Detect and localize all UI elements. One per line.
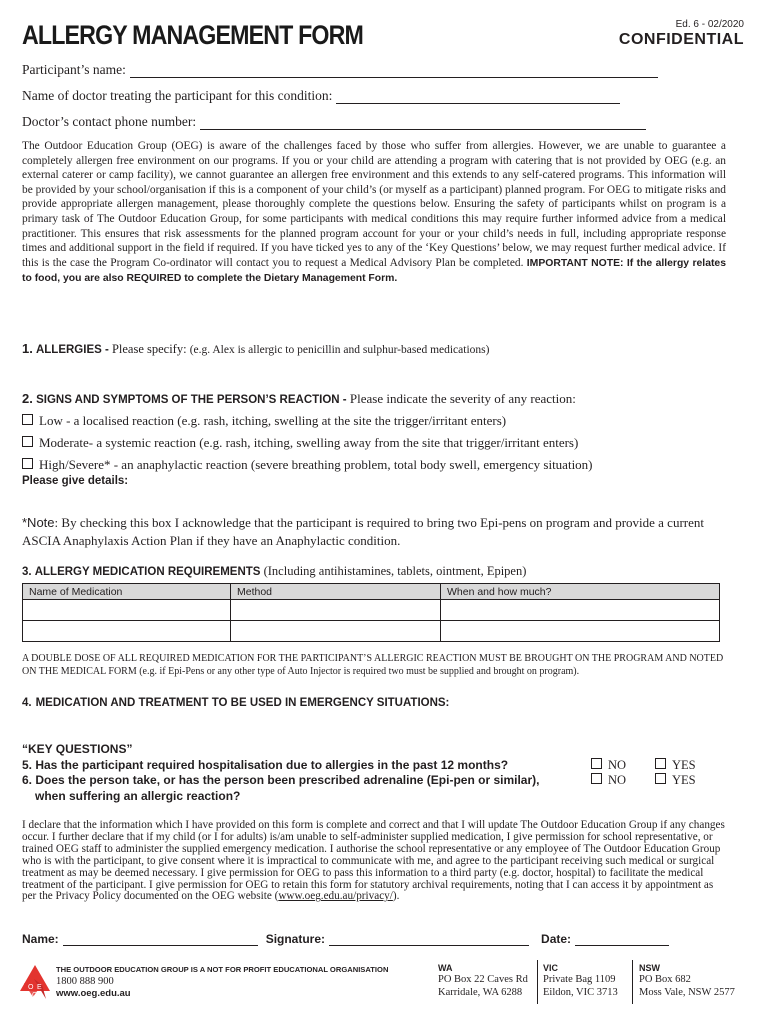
allergies-input[interactable]: [22, 360, 726, 388]
svg-text:E: E: [37, 984, 42, 991]
section1-heading: ALLERGIES -: [35, 344, 109, 356]
key-questions-title: “KEY QUESTIONS”: [22, 742, 133, 756]
name-label: Name:: [22, 932, 59, 946]
privacy-link[interactable]: www.oeg.edu.au/privacy/: [278, 890, 393, 903]
section-emergency: [22, 693, 449, 711]
doctor-name-label: Name of doctor treating the participant for this condition:: [22, 88, 333, 103]
medication-table: [22, 583, 720, 642]
date-field[interactable]: [575, 931, 669, 946]
section4-heading: MEDICATION AND TREATMENT TO BE USED IN EMERGENCY SITUATIONS:: [35, 697, 450, 709]
table-header-row: [23, 584, 720, 600]
doctor-phone-label: Doctor’s contact phone number:: [22, 114, 197, 129]
epipen-note: [22, 514, 726, 550]
section-signs-symptoms: [22, 391, 576, 407]
participant-name-label: Participant’s name:: [22, 62, 126, 77]
wa-line2: Karridale, WA 6288: [438, 987, 523, 998]
checkbox-q6-yes[interactable]: [655, 773, 666, 784]
footer-wa: [438, 963, 528, 999]
participant-name-row: [22, 62, 658, 78]
nsw-line1: PO Box 682: [639, 974, 691, 985]
section4-number: 4.: [22, 697, 32, 709]
intro-text: The Outdoor Education Group (OEG) is aware of the challenges faced by those who suffer from allergies. However, we are unable to guarantee a completely allergen free environment on our programs. If you or your child are attending a program with catering that is not provided by OEG (e.g. an external caterer or camp facility), we cannot guarantee an allergen free environment and this extends to any self-catered programs. This information will be provided by your school/organisation if this is a component of your child’s (or myself as a participant) planned program. For OEG to mitigate risks and provide appropriate allergen management, please thoroughly complete the questions below. Ensuring the safety of participants whilst on program is a primary task of The Outdoor Education Group, for some participants with medical conditions this may require further informed advice from a medical practitioner. This ensures that risk assessments for the planned program account for your or your child’s needs in full, including appropriate response times and additional support in the field if required. If you have ticked yes to any of the ‘Key Questions’ below, we may request further medical advice. If this is the case the Program Co-ordinator will contact you to request a Medical Advisory Plan be completed.: [22, 140, 726, 269]
checkbox-q6-no[interactable]: [591, 773, 602, 784]
declaration-text: I declare that the information which I have provided on this form is complete and correct and that I will update The Outdoor Education Group if any changes occur. I further declare that if my child (or I for adults) is/am unable to self-administer supplied medication, I give permission for school representative, or trained OEG staff to administer the supplied emergency medication. I authorise the school representative or any employee of The Outdoor Education Group who is with the participant, to give consent where it is impractical to communicate with me, and agree to the participant receiving such medical or surgical treatment as may be deemed necessary. I give permission for OEG to pass this information to a third party (e.g. doctor, hospital) to facilitate the medical treatment of the participant. I give permission for OEG to retain this form for statutory archival requirements, noting that I can access it by appointment as per the Privacy Policy documented on the OEG website (: [22, 819, 725, 903]
section3-heading: ALLERGY MEDICATION REQUIREMENTS: [34, 566, 261, 578]
doctor-phone-field[interactable]: [200, 115, 646, 130]
q5-no-option[interactable]: [591, 758, 626, 773]
name-field[interactable]: [63, 931, 258, 946]
section3-number: 3.: [22, 566, 32, 578]
severity-option-high[interactable]: [22, 457, 593, 473]
oeg-logo: [20, 965, 50, 999]
method-cell[interactable]: [231, 600, 441, 621]
severity-option-low[interactable]: [22, 413, 506, 429]
no-label: NO: [608, 758, 627, 772]
footer-nsw: [639, 963, 735, 999]
doctor-name-field[interactable]: [336, 89, 620, 104]
note-label: *Note: [22, 515, 55, 530]
no-label: NO: [608, 773, 627, 787]
checkbox-q5-no[interactable]: [591, 758, 602, 769]
signature-label: Signature:: [265, 932, 326, 946]
q6-no-option[interactable]: [591, 773, 626, 788]
intro-paragraph: [22, 139, 726, 287]
details-input[interactable]: [22, 491, 726, 513]
note-text: : By checking this box I acknowledge that the participant is required to bring two Epi-pens on program and provide a current ASCIA Anaphylaxis Action Plan if they have an Anaphylactic condition.: [22, 515, 704, 548]
date-label: Date:: [541, 932, 572, 946]
section1-number: 1.: [22, 341, 33, 356]
q5-yes-option[interactable]: [655, 758, 696, 773]
section2-number: 2.: [22, 391, 33, 406]
doctor-phone-row: [22, 114, 646, 130]
yes-label: YES: [672, 758, 696, 772]
question-6-cont: when suffering an allergic reaction?: [35, 789, 241, 803]
table-row: [23, 621, 720, 642]
section-allergies: [22, 341, 489, 357]
option-high-label: High/Severe* - an anaphylactic reaction (severe breathing problem, total body swell, emergency situation): [39, 457, 593, 472]
svg-text:G: G: [32, 992, 38, 999]
vic-line1: Private Bag 1109: [543, 974, 616, 985]
section2-heading: SIGNS AND SYMPTOMS OF THE PERSON’S REACTION -: [36, 394, 347, 406]
q6-yes-option[interactable]: [655, 773, 696, 788]
dose-cell[interactable]: [441, 600, 720, 621]
option-low-label: Low - a localised reaction (e.g. rash, itching, swelling at the site the trigger/irritant enters): [39, 413, 507, 428]
confidential-label: CONFIDENTIAL: [618, 31, 744, 48]
participant-name-field[interactable]: [130, 63, 658, 78]
footer-phone: 1800 888 900: [56, 976, 114, 987]
footer-vic: [543, 963, 618, 999]
details-label: Please give details:: [22, 475, 129, 487]
footer-org: THE OUTDOOR EDUCATION GROUP IS A NOT FOR PROFIT EDUCATIONAL ORGANISATION: [56, 965, 389, 974]
nsw-heading: NSW: [639, 963, 660, 973]
section1-example: (e.g. Alex is allergic to penicillin and sulphur-based medications): [189, 344, 490, 356]
vic-heading: VIC: [543, 963, 559, 973]
form-title: ALLERGY MANAGEMENT FORM: [22, 20, 363, 50]
wa-heading: WA: [438, 963, 453, 973]
severity-option-moderate[interactable]: [22, 435, 578, 451]
question-6: 6. Does the person take, or has the person been prescribed adrenaline (Epi-pen or similar),: [22, 773, 540, 787]
section-medication: [22, 564, 526, 579]
declaration-paragraph: [22, 820, 726, 903]
dose-cell[interactable]: [441, 621, 720, 642]
important-note: IMPORTANT NOTE: If the allergy relates to food, you are also REQUIRED to complete the Dietary Management Form.: [22, 257, 726, 285]
checkbox-high[interactable]: [22, 458, 33, 469]
col-method: Method: [231, 584, 441, 600]
medication-name-cell[interactable]: [23, 621, 231, 642]
signature-field[interactable]: [329, 931, 529, 946]
nsw-line2: Moss Vale, NSW 2577: [639, 987, 735, 998]
emergency-input[interactable]: [22, 710, 726, 740]
medication-name-cell[interactable]: [23, 600, 231, 621]
footer-divider: [632, 960, 633, 1004]
footer-web[interactable]: www.oeg.edu.au: [56, 988, 131, 999]
question-5: 5. Has the participant required hospitalisation due to allergies in the past 12 months?: [22, 758, 509, 772]
section3-sub: (Including antihistamines, tablets, ointment, Epipen): [263, 564, 527, 578]
table-row: [23, 600, 720, 621]
col-when-how-much: When and how much?: [441, 584, 720, 600]
section1-prompt: Please specify:: [111, 342, 187, 356]
col-name-of-medication: Name of Medication: [23, 584, 231, 600]
wa-line1: PO Box 22 Caves Rd: [438, 974, 528, 985]
double-dose-note: A DOUBLE DOSE OF ALL REQUIRED MEDICATION FOR THE PARTICIPANT’S ALLERGIC REACTION MUST BE BROUGHT ON THE PROGRAM AND NOTED ON THE MEDICAL FORM (e.g. if Epi-Pens or any other type of Auto Injector is required two must be supplied and brought on program).: [22, 653, 724, 677]
signature-row: [22, 931, 669, 946]
section2-prompt: Please indicate the severity of any reaction:: [349, 391, 576, 406]
checkbox-q5-yes[interactable]: [655, 758, 666, 769]
method-cell[interactable]: [231, 621, 441, 642]
yes-label: YES: [672, 773, 696, 787]
doctor-name-row: [22, 88, 620, 104]
vic-line2: Eildon, VIC 3713: [543, 987, 618, 998]
svg-text:O: O: [28, 984, 34, 991]
checkbox-low[interactable]: [22, 414, 33, 425]
declaration-end: ).: [392, 890, 400, 903]
footer-org-block: [56, 965, 388, 999]
checkbox-moderate[interactable]: [22, 436, 33, 447]
edition-label: Ed. 6 - 02/2020: [675, 19, 744, 30]
footer-divider: [537, 960, 538, 1004]
option-moderate-label: Moderate- a systemic reaction (e.g. rash, itching, swelling away from the site that trigger/irritant enters): [39, 435, 579, 450]
